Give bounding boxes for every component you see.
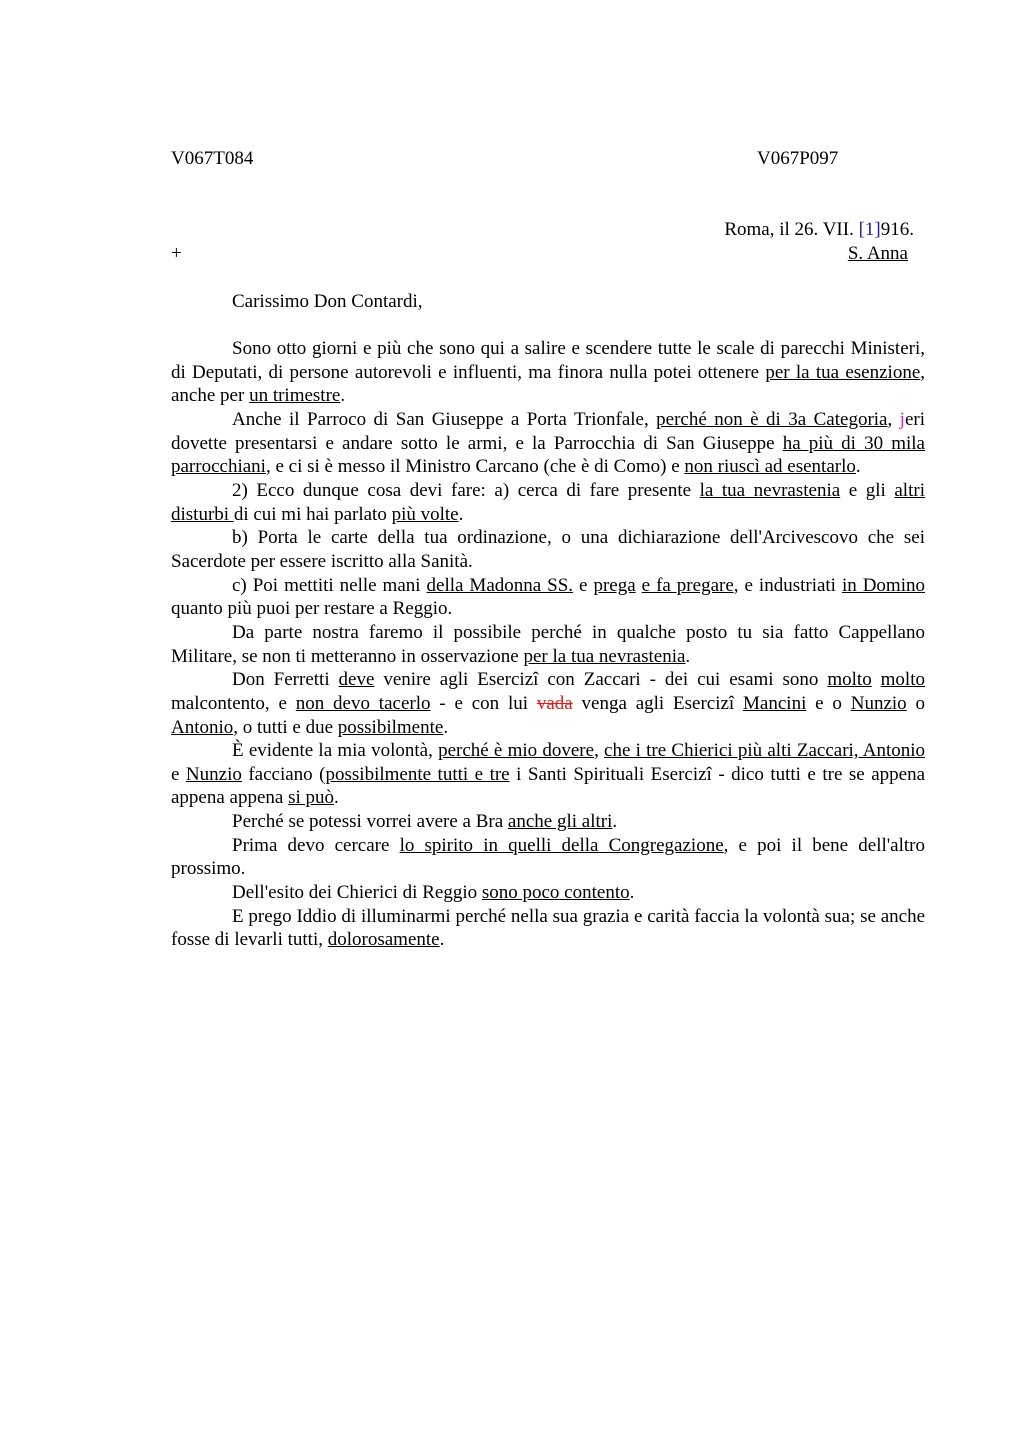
text-segment: Prima devo cercare (232, 834, 400, 856)
body-paragraph (171, 668, 925, 739)
document-code-right: V067P097 (757, 148, 839, 169)
letter-body (171, 337, 925, 952)
date-bracket-digit: 1 (864, 219, 875, 240)
underlined-phrase: deve (338, 669, 375, 691)
underlined-phrase: molto (827, 669, 872, 691)
text-segment: - e con lui (430, 692, 537, 714)
body-paragraph (171, 739, 925, 810)
underlined-phrase: in Domino (841, 574, 925, 596)
text-segment: e (573, 574, 594, 596)
text-segment: . (439, 929, 445, 951)
struck-word: vada (536, 692, 573, 714)
underlined-phrase: la tua nevrastenia (699, 479, 841, 501)
body-paragraph (171, 881, 925, 905)
place-name: S. Anna (847, 243, 908, 264)
text-segment: e o (806, 692, 851, 714)
text-segment: , (887, 408, 900, 430)
text-segment: , (594, 740, 605, 762)
underlined-phrase: Nunzio (850, 692, 907, 714)
underlined-phrase: prega (593, 574, 636, 596)
text-segment: È evidente la mia volontà, (232, 740, 439, 762)
text-segment: . (334, 787, 339, 809)
text-segment: eri dovette presentarsi e andare sotto le armi, e la Parrocchia di San Giuseppe (171, 408, 925, 454)
underlined-phrase: Antonio (171, 716, 234, 738)
underlined-phrase: perché non è di 3a Categoria (656, 408, 888, 430)
body-paragraph (171, 905, 925, 952)
text-segment: e (171, 763, 186, 785)
underlined-phrase: e fa pregare (641, 574, 734, 596)
underlined-phrase: altri disturbi (171, 479, 925, 525)
underlined-phrase: molto (880, 669, 925, 691)
text-segment: e gli (840, 479, 895, 501)
text-segment: Da parte nostra faremo il possibile perché in qualche posto tu sia fatto Cappellano Militare, se non ti metteranno in osservazione (171, 621, 925, 667)
underlined-phrase: che i tre Chierici più alti Zaccari, Antonio (604, 740, 926, 762)
text-segment: . (685, 645, 691, 667)
text-segment: facciano ( (241, 763, 326, 785)
underlined-phrase: più volte (391, 503, 459, 525)
text-segment: Perché se potessi vorrei avere a Bra (232, 811, 508, 833)
document-code-left: V067T084 (171, 148, 254, 169)
body-paragraph (171, 574, 925, 621)
text-segment: venire agli Esercizi (374, 669, 539, 691)
underlined-phrase: non devo tacerlo (295, 692, 431, 714)
text-segment: di cui mi hai parlato (233, 503, 392, 525)
text-segment: . (612, 811, 618, 833)
underlined-phrase: Mancini (743, 692, 807, 714)
underlined-phrase: si può (288, 787, 335, 809)
underlined-phrase: ha più di 30 mila parrocchiani (171, 432, 925, 478)
text-segment: con Zaccari - dei cui esami sono (538, 669, 828, 691)
underlined-phrase: della Madonna SS. (426, 574, 574, 596)
text-segment (872, 669, 881, 690)
date-bracket-open: [ (858, 219, 865, 240)
editorial-mark: j (899, 408, 905, 430)
text-segment: b) Porta le carte della tua ordinazione, o una dichiarazione dell'Arcivescovo che sei Sacerdote per essere iscritto alla Sanità. (171, 527, 925, 572)
underlined-phrase: anche gli altri (507, 811, 613, 833)
text-segment: venga agli Esercizi (572, 692, 735, 714)
text-segment: i Santi Spirituali Esercizi (509, 763, 712, 785)
body-paragraph (171, 408, 925, 479)
underlined-phrase: Nunzio (185, 763, 242, 785)
body-paragraph (171, 479, 925, 526)
text-segment: E prego Iddio di illuminarmi perché nella sua grazia e carità faccia la volontà sua; se anche fosse di levarli tutti, (171, 905, 925, 951)
text-segment: , anche per (171, 361, 925, 407)
date-line (724, 218, 914, 242)
text-segment: Don Ferretti (232, 669, 339, 691)
text-segment: Anche il Parroco di San Giuseppe a Porta Trionfale, (232, 408, 657, 430)
underlined-phrase: possibilmente (337, 716, 444, 738)
text-segment: , e poi il bene dell'altro prossimo. (171, 834, 925, 880)
text-segment: , e industriati (733, 574, 842, 596)
text-segment: malcontento, e (171, 692, 296, 714)
text-segment: . (458, 503, 464, 525)
date-prefix: Roma, il 26. VII. (724, 219, 859, 240)
text-segment (734, 693, 743, 714)
text-segment: . (629, 882, 635, 904)
underlined-phrase: per la tua esenzione (765, 361, 921, 383)
underlined-phrase: un trimestre (249, 385, 341, 407)
text-segment: , o tutti e due (233, 716, 338, 738)
text-segment: c) Poi mettiti nelle mani (232, 574, 427, 596)
text-segment: Sono otto giorni e più che sono qui a salire e scendere tutte le scale di parecchi Ministeri, di Deputati, di persone autorevoli e influenti, ma finora nulla potei ottenere (171, 338, 925, 383)
body-paragraph (171, 337, 925, 408)
body-paragraph (171, 621, 925, 668)
body-paragraph (171, 526, 925, 573)
date-year-rest: 916. (880, 219, 914, 240)
body-paragraph (171, 810, 925, 834)
underlined-phrase: perché è mio dovere (438, 740, 595, 762)
text-segment: , e ci si è messo il Ministro Carcano (che è di Como) e (265, 456, 685, 478)
underlined-phrase: sono poco contento (481, 882, 630, 904)
text-segment: . (443, 716, 449, 738)
text-segment: Dell'esito dei Chierici di Reggio (232, 882, 482, 904)
underlined-phrase: dolorosamente (327, 929, 440, 951)
body-paragraph (171, 834, 925, 881)
text-segment: . (340, 385, 346, 407)
underlined-phrase: per la tua nevrastenia (523, 645, 686, 667)
salutation: Carissimo Don Contardi, (232, 291, 423, 312)
text-segment: . (855, 456, 861, 478)
cross-mark: + (171, 243, 182, 264)
underlined-phrase: lo spirito in quelli della Congregazione (399, 834, 724, 856)
text-segment: - dico tutti e tre se appena appena appena (171, 763, 925, 809)
text-segment: o (906, 692, 926, 714)
text-segment: 2) Ecco dunque cosa devi fare: a) cerca di fare presente (232, 479, 700, 501)
underlined-phrase: possibilmente tutti e tre (325, 763, 510, 785)
date-bracket-close: ] (874, 219, 881, 240)
underlined-phrase: non riuscì ad esentarlo (684, 456, 856, 478)
text-segment: quanto più puoi per restare a Reggio. (171, 598, 453, 620)
